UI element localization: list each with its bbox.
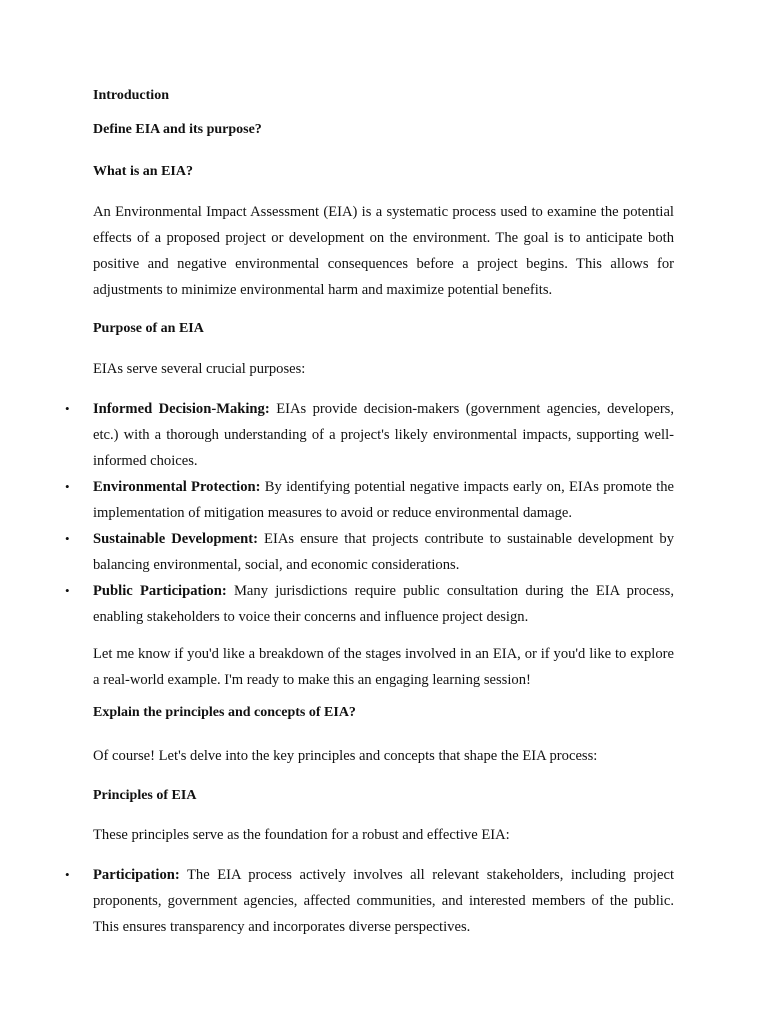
list-item-term: Sustainable Development: (93, 531, 258, 547)
purpose-intro: EIAs serve several crucial purposes: (93, 361, 306, 377)
bullet-icon: • (65, 401, 70, 416)
list-item-text: The EIA process actively involves all relevant stakeholders, including project proponents, government agencies, affected communities, and interested members of the public. This ensures transparency and incorporates diverse perspectives. (93, 867, 674, 935)
question-2-intro: Of course! Let's delve into the key principles and concepts that shape the EIA process: (93, 748, 598, 764)
list-item (65, 526, 675, 578)
question-1-heading: Define EIA and its purpose? (93, 122, 262, 137)
list-item (65, 862, 674, 940)
list-item-text: EIAs provide decision-makers (government agencies, developers, etc.) with a thorough understanding of a project's likely environmental impacts, supporting well-informed choices. (93, 401, 675, 469)
principles-list (65, 862, 674, 940)
bullet-icon: • (65, 479, 70, 494)
principles-intro: These principles serve as the foundation for a robust and effective EIA: (93, 827, 510, 843)
list-item (65, 474, 674, 526)
list-item-term: Participation: (93, 867, 180, 883)
list-item-text: Many jurisdictions require public consultation during the EIA process, enabling stakeholders to voice their concerns and influence project design. (93, 583, 674, 625)
list-item-term: Public Participation: (93, 583, 227, 599)
what-is-eia-heading: What is an EIA? (93, 164, 193, 179)
list-item-text: EIAs ensure that projects contribute to sustainable development by balancing environmental, social, and economic considerations. (93, 531, 675, 573)
purpose-heading: Purpose of an EIA (93, 321, 204, 336)
question-2-heading: Explain the principles and concepts of EIA? (93, 705, 356, 720)
bullet-icon: • (65, 531, 70, 546)
followup-paragraph: Let me know if you'd like a breakdown of the stages involved in an EIA, or if you'd like to explore a real-world example. I'm ready to make this an engaging learning session! (93, 646, 674, 688)
list-item-text: By identifying potential negative impacts early on, EIAs promote the implementation of mitigation measures to avoid or reduce environmental damage. (93, 479, 674, 521)
purpose-list (65, 396, 675, 630)
bullet-icon: • (65, 867, 70, 882)
list-item-term: Environmental Protection: (93, 479, 261, 495)
list-item (65, 396, 675, 474)
list-item-term: Informed Decision-Making: (93, 401, 270, 417)
list-item (65, 578, 674, 630)
intro-heading: Introduction (93, 88, 169, 103)
what-is-eia-paragraph: An Environmental Impact Assessment (EIA) is a systematic process used to examine the potential effects of a proposed project or development on the environment. The goal is to anticipate both positive and negative environmental consequences before a project begins. This allows for adjustments to minimize environmental harm and maximize potential benefits. (93, 204, 674, 298)
bullet-icon: • (65, 583, 70, 598)
principles-heading: Principles of EIA (93, 788, 197, 803)
